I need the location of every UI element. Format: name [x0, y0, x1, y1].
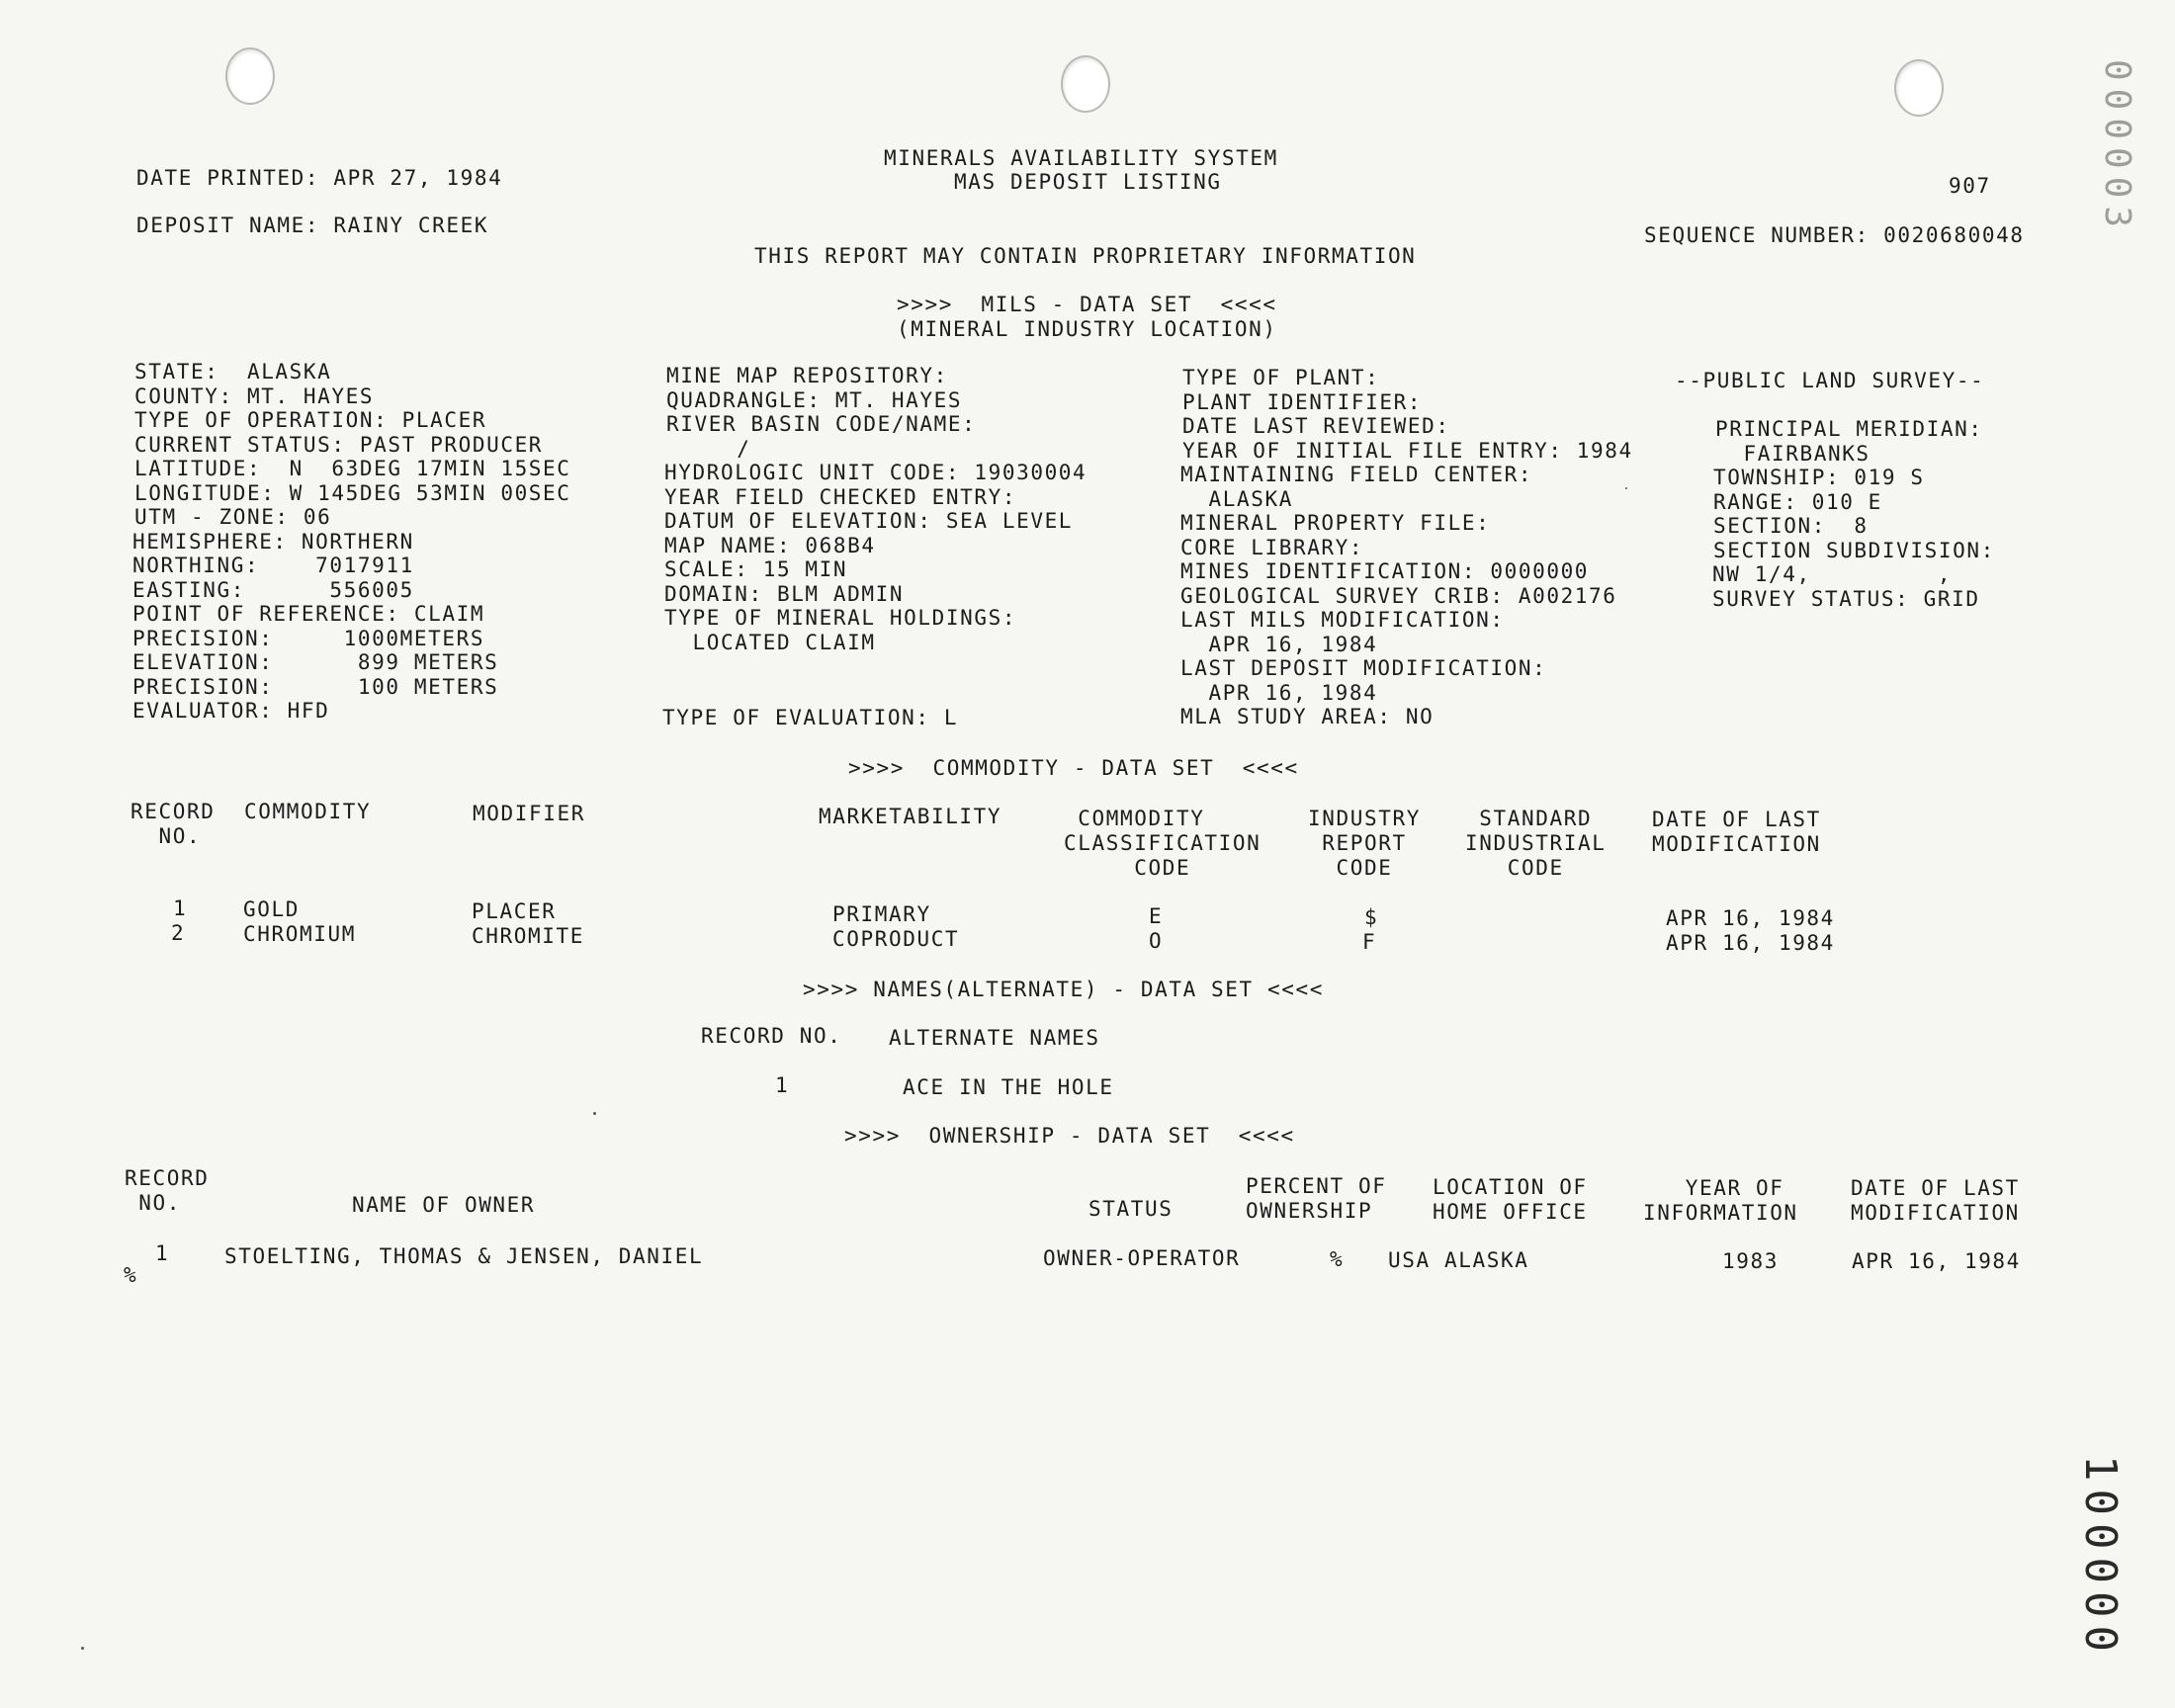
names-heading: >>>> NAMES(ALTERNATE) - DATA SET <<<< — [803, 978, 1324, 1001]
mils-field: MINE MAP REPOSITORY: — [666, 364, 948, 387]
ownership-year: 1983 — [1722, 1249, 1779, 1273]
punch-hole-right — [1894, 59, 1944, 117]
commodity-modifier: PLACER — [472, 899, 557, 923]
alternate-name: ACE IN THE HOLE — [903, 1075, 1114, 1099]
ownership-date: APR 16, 1984 — [1852, 1249, 2021, 1273]
mils-field: EASTING: 556005 — [132, 577, 414, 602]
commodity-col-commodity: COMMODITY — [244, 800, 372, 823]
mils-field: ALASKA — [1180, 486, 1293, 511]
mils-field: POINT OF REFERENCE: CLAIM — [132, 602, 485, 626]
commodity-col-classification: COMMODITY CLASSIFICATION CODE — [1064, 807, 1262, 880]
sequence-number: SEQUENCE NUMBER: 0020680048 — [1644, 223, 2025, 247]
commodity-record: 1 — [173, 897, 188, 920]
ownership-col-location: LOCATION OF HOME OFFICE — [1433, 1175, 1588, 1224]
names-col-record: RECORD NO. — [701, 1024, 842, 1048]
ownership-col-percent: PERCENT OF OWNERSHIP — [1246, 1174, 1387, 1223]
mils-field: RANGE: 010 E — [1713, 489, 1882, 514]
proprietary-notice: THIS REPORT MAY CONTAIN PROPRIETARY INFORMATION — [754, 244, 1417, 268]
deposit-name: DEPOSIT NAME: RAINY CREEK — [136, 214, 489, 237]
mils-field: TYPE OF PLANT: — [1182, 366, 1380, 389]
mils-field: LONGITUDE: W 145DEG 53MIN 00SEC — [134, 480, 571, 505]
mils-field: YEAR OF INITIAL FILE ENTRY: 1984 — [1182, 438, 1633, 463]
mils-field: / — [666, 436, 751, 461]
commodity-col-sic: STANDARD INDUSTRIAL CODE — [1465, 807, 1607, 880]
mils-field: NORTHING: 7017911 — [132, 554, 414, 577]
mils-field: PRECISION: 1000METERS — [132, 626, 485, 650]
commodity-col-marketability: MARKETABILITY — [819, 805, 1002, 828]
mils-field: TYPE OF OPERATION: PLACER — [134, 408, 487, 432]
commodity-industry: F — [1362, 930, 1377, 954]
mils-field: RIVER BASIN CODE/NAME: — [666, 412, 977, 436]
mils-field: MINES IDENTIFICATION: 0000000 — [1180, 559, 1590, 583]
commodity-col-industry: INDUSTRY REPORT CODE — [1308, 807, 1421, 880]
mils-field: LATITUDE: N 63DEG 17MIN 15SEC — [134, 457, 571, 480]
mils-subheading: (MINERAL INDUSTRY LOCATION) — [897, 317, 1277, 341]
ownership-col-year: YEAR OF INFORMATION — [1643, 1176, 1798, 1225]
ownership-col-record: RECORD NO. — [125, 1166, 210, 1215]
mils-field: DOMAIN: BLM ADMIN — [664, 581, 905, 606]
mils-field: APR 16, 1984 — [1180, 680, 1378, 705]
mils-field: DATE LAST REVIEWED: — [1182, 414, 1450, 438]
mils-field: NW 1/4, , — [1712, 562, 1953, 586]
commodity-col-modifier: MODIFIER — [473, 802, 585, 825]
punch-hole-center — [1061, 55, 1110, 113]
commodity-date: APR 16, 1984 — [1666, 906, 1835, 930]
commodity-marketability: PRIMARY — [832, 902, 931, 926]
home-office-location: USA ALASKA — [1388, 1248, 1529, 1272]
scan-speck — [593, 1112, 596, 1115]
mils-field: CURRENT STATUS: PAST PRODUCER — [134, 432, 544, 457]
commodity-modifier: CHROMITE — [472, 924, 584, 948]
ownership-col-status: STATUS — [1088, 1197, 1174, 1221]
mils-field: HEMISPHERE: NORTHERN — [132, 529, 414, 554]
names-record: 1 — [775, 1073, 790, 1097]
mils-field: STATE: ALASKA — [134, 360, 332, 384]
commodity-marketability: COPRODUCT — [832, 927, 960, 951]
mils-field: PRINCIPAL MERIDIAN: — [1715, 417, 1983, 441]
mils-field: TOWNSHIP: 019 S — [1713, 466, 1925, 489]
mils-field: SURVEY STATUS: GRID — [1712, 586, 1980, 611]
scan-speck — [1625, 487, 1627, 489]
commodity-date: APR 16, 1984 — [1666, 931, 1835, 955]
mils-field: DATUM OF ELEVATION: SEA LEVEL — [664, 509, 1074, 533]
margin-stamp-top: 000003 — [2097, 59, 2137, 236]
ownership-status: OWNER-OPERATOR — [1043, 1246, 1241, 1270]
mils-field: SECTION: 8 — [1713, 514, 1869, 538]
mils-field: SCALE: 15 MIN — [664, 557, 848, 581]
ownership-col-owner: NAME OF OWNER — [352, 1193, 536, 1217]
mils-field: GEOLOGICAL SURVEY CRIB: A002176 — [1180, 583, 1617, 608]
public-land-survey-heading: --PUBLIC LAND SURVEY-- — [1675, 369, 1985, 392]
ownership-record: 1 — [155, 1241, 170, 1265]
mils-heading: >>>> MILS - DATA SET <<<< — [897, 293, 1277, 316]
scan-speck — [81, 1647, 84, 1650]
mils-field: COUNTY: MT. HAYES — [134, 384, 375, 408]
mils-field: LAST MILS MODIFICATION: — [1180, 608, 1505, 632]
date-printed: DATE PRINTED: APR 27, 1984 — [136, 166, 503, 190]
commodity-classification: O — [1149, 929, 1164, 953]
commodity-classification: E — [1149, 904, 1164, 928]
mils-field: MAP NAME: 068B4 — [664, 533, 876, 557]
mils-field: UTM - ZONE: 06 — [134, 505, 332, 529]
commodity-heading: >>>> COMMODITY - DATA SET <<<< — [848, 756, 1299, 780]
mils-field: PLANT IDENTIFIER: — [1182, 389, 1423, 414]
punch-hole-left — [225, 47, 275, 105]
system-title: MINERALS AVAILABILITY SYSTEM — [884, 146, 1278, 170]
owner-name: STOELTING, THOMAS & JENSEN, DANIEL — [224, 1244, 704, 1268]
listing-title: MAS DEPOSIT LISTING — [954, 170, 1222, 194]
margin-stamp-bottom: 100000 — [2075, 1455, 2126, 1660]
ownership-percent: % — [1330, 1247, 1345, 1271]
ownership-col-date: DATE OF LAST MODIFICATION — [1851, 1176, 2020, 1225]
commodity-col-record: RECORD NO. — [130, 800, 216, 848]
mils-field: FAIRBANKS — [1715, 441, 1870, 466]
mils-field: APR 16, 1984 — [1180, 632, 1378, 656]
commodity-name: CHROMIUM — [243, 922, 356, 946]
commodity-industry: $ — [1364, 905, 1379, 929]
page-number: 907 — [1949, 174, 1991, 198]
mils-field: HYDROLOGIC UNIT CODE: 19030004 — [664, 461, 1088, 484]
mils-field: MLA STUDY AREA: NO — [1180, 705, 1435, 728]
mils-field: CORE LIBRARY: — [1180, 535, 1364, 559]
mils-field: MINERAL PROPERTY FILE: — [1180, 511, 1491, 535]
mils-field: YEAR FIELD CHECKED ENTRY: — [664, 484, 1017, 509]
ownership-heading: >>>> OWNERSHIP - DATA SET <<<< — [844, 1124, 1295, 1148]
type-of-evaluation: TYPE OF EVALUATION: L — [662, 706, 959, 729]
commodity-record: 2 — [171, 921, 186, 945]
mils-field: PRECISION: 100 METERS — [132, 674, 499, 699]
mils-field: MAINTAINING FIELD CENTER: — [1180, 463, 1533, 486]
commodity-col-date: DATE OF LAST MODIFICATION — [1652, 808, 1821, 856]
mils-field: SECTION SUBDIVISION: — [1713, 538, 1995, 562]
mils-field: TYPE OF MINERAL HOLDINGS: — [664, 606, 1017, 630]
mils-field: QUADRANGLE: MT. HAYES — [666, 387, 963, 412]
mils-field: ELEVATION: 899 METERS — [132, 650, 499, 674]
mils-field: EVALUATOR: HFD — [132, 699, 330, 723]
commodity-name: GOLD — [243, 897, 300, 921]
names-col-alternate: ALTERNATE NAMES — [889, 1026, 1100, 1050]
mils-field: LAST DEPOSIT MODIFICATION: — [1180, 656, 1547, 680]
mils-field: LOCATED CLAIM — [664, 630, 876, 654]
stray-percent-mark: % — [124, 1263, 138, 1287]
